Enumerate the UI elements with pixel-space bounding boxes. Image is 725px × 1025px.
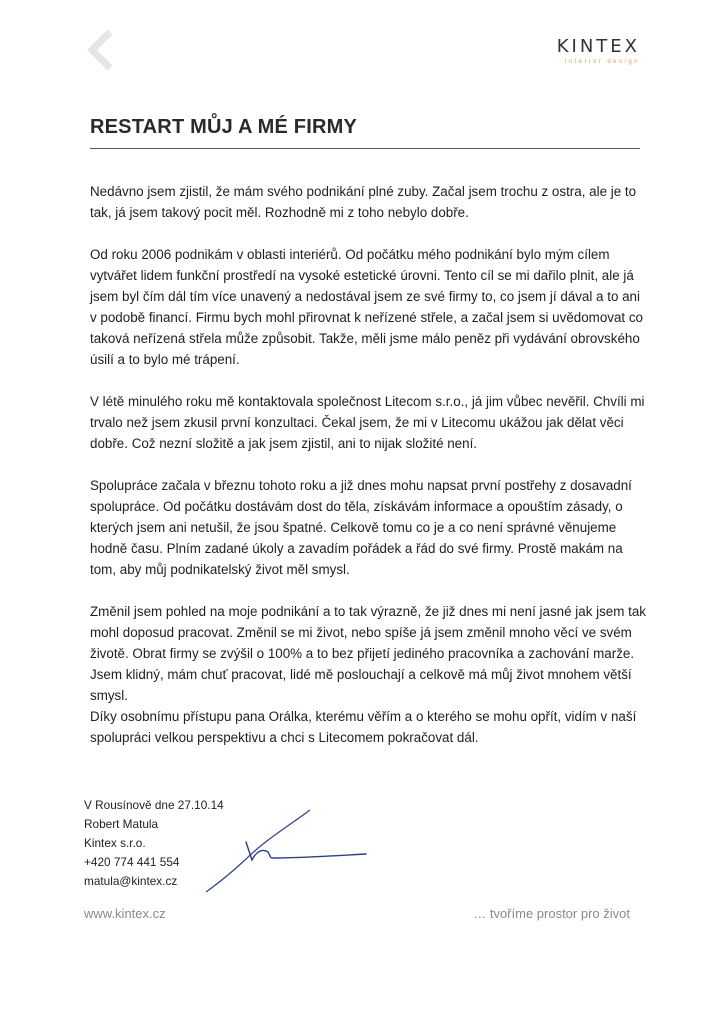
footer-website[interactable]: www.kintex.cz xyxy=(84,906,166,921)
title-divider xyxy=(90,148,640,149)
signer-company: Kintex s.r.o. xyxy=(84,836,146,850)
signer-email: matula@kintex.cz xyxy=(84,874,178,888)
footer-slogan: … tvoříme prostor pro život xyxy=(473,906,630,921)
letter-body xyxy=(90,181,650,748)
paragraph: Spolupráce začala v březnu tohoto roku a již dnes mohu napsat první postřehy z dosavadní spolupráce. Od počátku dostávám dost do těla, získávám informace a opouštím zásady, o kterých jsem ani netušil, že jsou špatné. Celkově tomu co je a co není správné věnujeme hodně času. Plním zadané úkoly a zavadím pořádek a řád do své firmy. Prostě makám na tom, aby můj podnikatelský život měl smysl. xyxy=(90,478,632,577)
paragraph: Od roku 2006 podnikám v oblasti interiérů. Od počátku mého podnikání bylo mým cílem vytvářet lidem funkční prostředí na vysoké estetické úrovni. Tento cíl se mi dařilo plnit, ale já jsem byl čím dál tím více unavený a nedostával jsem ze své firmy to, co jsem jí dával a to ani v podobě financí. Firmu bych mohl přirovnat k neřízené střele, a začal jsem si uvědomovat co taková neřízená střela může způsobit. Takže, měli jsme málo peněz při vydávání obrovského úsilí a to bylo mé trápení. xyxy=(90,247,643,367)
document-title: RESTART MŮJ A MÉ FIRMY xyxy=(90,116,357,138)
kintex-logo xyxy=(520,38,640,66)
logo-wordmark: KINTEX xyxy=(556,36,640,57)
chevron-left-icon[interactable] xyxy=(84,28,116,72)
paragraph: Díky osobnímu přístupu pana Orálka, kterému věřím a o kterého se mohu opřít, vidím v naší spolupráci velkou perspektivu a chci s Litecomem pokračovat dál. xyxy=(90,709,637,745)
signer-name: Robert Matula xyxy=(84,817,159,831)
paragraph: Nedávno jsem zjistil, že mám svého podnikání plné zuby. Začal jsem trochu z ostra, ale je to tak, já jsem takový pocit měl. Rozhodně mi z toho nebylo dobře. xyxy=(90,184,637,220)
paragraph: V létě minulého roku mě kontaktovala společnost Litecom s.r.o., já jim vůbec nevěřil. Chvíli mi trvalo než jsem zkusil první konzultaci. Čekal jsem, že mi v Litecomu ukážou jak dělat věci dobře. Což nezní složitě a jak jsem zjistil, ani to nijak složité není. xyxy=(90,394,645,451)
logo-tagline: interior design xyxy=(564,59,640,65)
signer-phone: +420 774 441 554 xyxy=(84,855,180,869)
handwritten-signature xyxy=(180,800,380,900)
paragraph: Změnil jsem pohled na moje podnikání a to tak výrazně, že již dnes mi není jasné jak jsem tak mohl doposud pracovat. Změnil se mi život, nebo spíše já jsem změnil mnoho věcí ve svém životě. Obrat firmy se zvýšil o 100% a to bez přijetí jediného pracovníka a zachování marže. Jsem klidný, mám chuť pracovat, lidé mě poslouchají a celkově má můj život mnohem větší smysl. xyxy=(90,604,646,703)
place-date: V Rousínově dne 27.10.14 xyxy=(84,798,224,812)
